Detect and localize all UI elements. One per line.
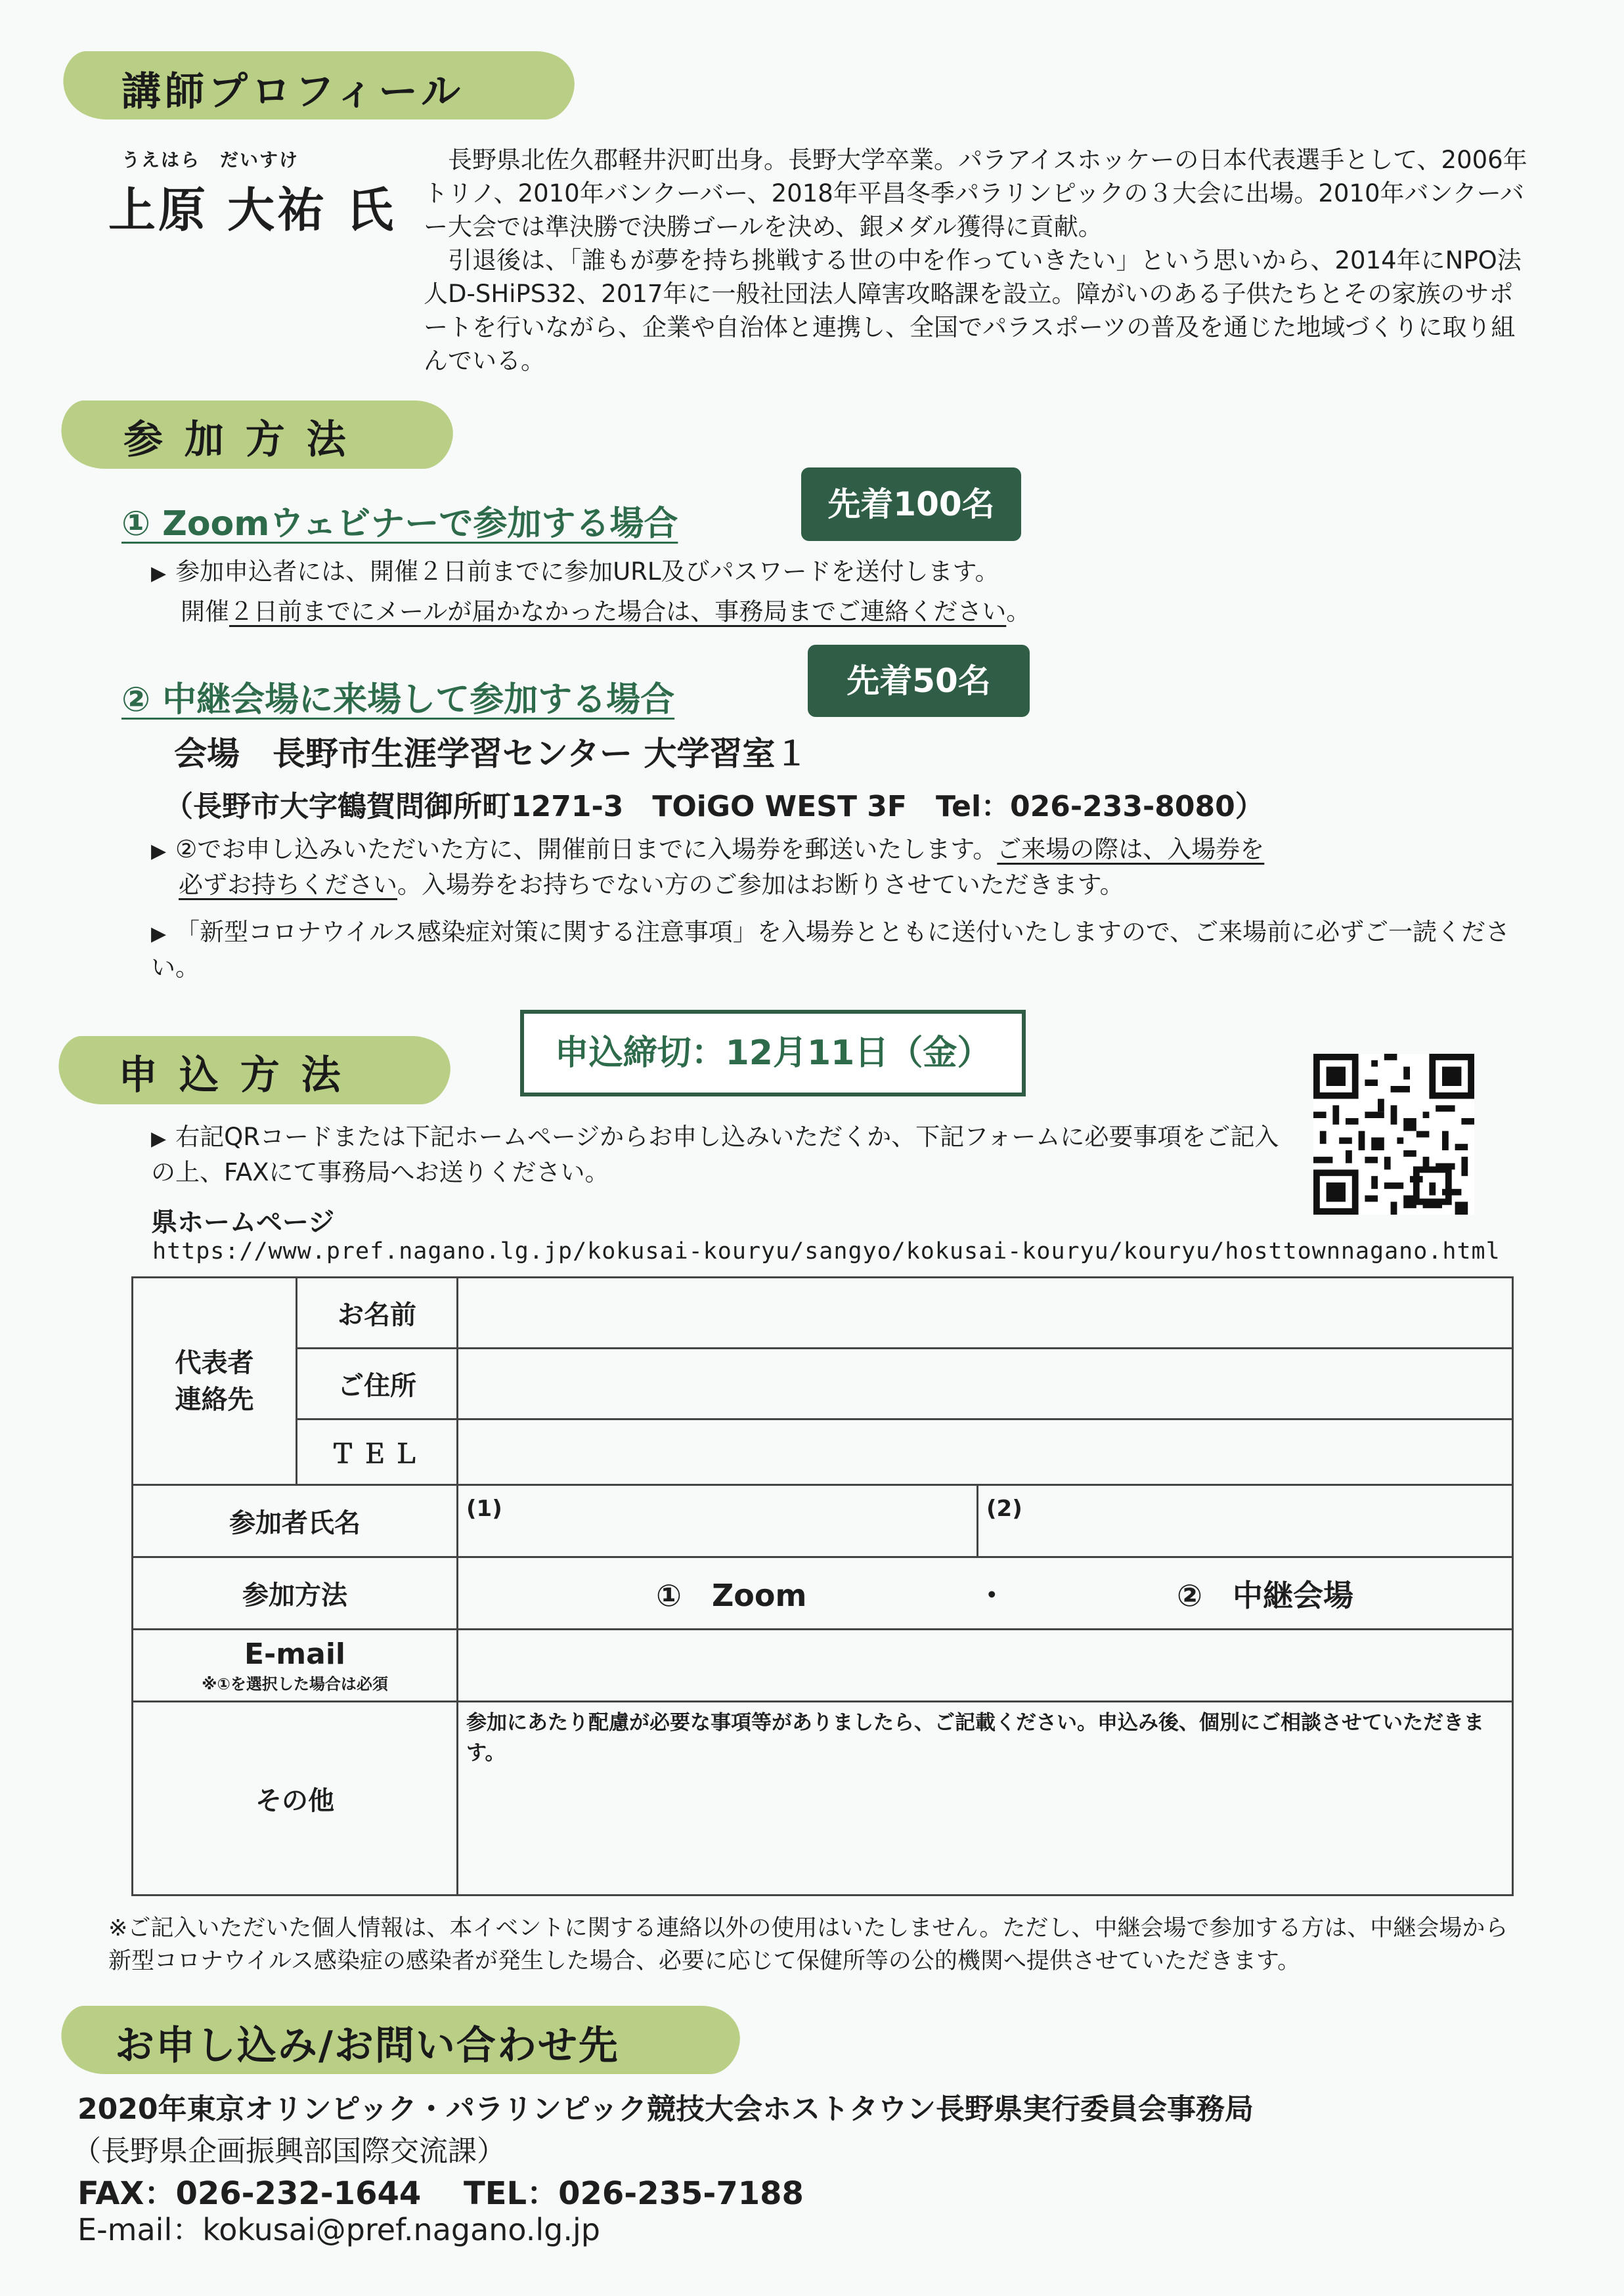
rep-contact-label: 代表者 連絡先: [133, 1278, 297, 1485]
address-label: ご住所: [297, 1349, 458, 1419]
email-note: ※①を選択した場合は必須: [202, 1674, 388, 1693]
contact-fax-tel: FAX：026-232-1644 TEL：026-235-7188: [77, 2175, 804, 2212]
name-label: お名前: [297, 1278, 458, 1349]
method-option-venue[interactable]: ② 中継会場: [1177, 1577, 1353, 1613]
option1-line2: [181, 595, 1560, 628]
email-field[interactable]: [458, 1630, 1513, 1702]
option2-b1-a: ②でお申し込みいただいた方に、開催前日までに入場券を郵送いたします。: [175, 835, 998, 863]
option1-line2-post: 。: [1006, 597, 1031, 626]
method-label: 参加方法: [133, 1557, 458, 1630]
speaker-name: 上原 大祐 氏: [108, 183, 397, 238]
address-field[interactable]: [458, 1349, 1513, 1419]
venue-address: （長野市大字鶴賀問御所町1271-3 TOiGO WEST 3F Tel：026-233-8080）: [164, 790, 1264, 823]
option2-b1-ul1: ご来場の際は、入場券を: [997, 835, 1265, 863]
participation-heading: 参 加 方 法: [123, 417, 350, 463]
application-instructions-text: 右記QRコードまたは下記ホームページからお申し込みいただくか、下記フォームに必要事項をご記入の上、FAXにて事務局へお送りください。: [151, 1123, 1279, 1186]
contact-org: 2020年東京オリンピック・パラリンピック競技大会ホストタウン長野県実行委員会事務局: [77, 2092, 1254, 2126]
option1-line1: [151, 555, 1530, 590]
option2-badge: 先着50名: [808, 645, 1030, 717]
option2-bullet2: [151, 915, 1510, 984]
contact-dept: （長野県企画振興部国際交流課）: [72, 2134, 506, 2168]
participant-name-label: 参加者氏名: [133, 1485, 458, 1557]
contact-heading: お申し込み/お問い合わせ先: [115, 2023, 619, 2069]
participant-2-field[interactable]: [978, 1485, 1513, 1557]
profile-bio-p1: 長野県北佐久郡軽井沢町出身。長野大学卒業。パラアイスホッケーの日本代表選手として、2006年トリノ、2010年バンクーバー、2018年平昌冬季パラリンピックの３大会に出場。2010年バンクーバー大会では準決勝で決勝ゴールを決め、銀メダル獲得に貢献。: [424, 146, 1527, 241]
option1-badge: 先着100名: [801, 467, 1021, 541]
application-instructions: [151, 1120, 1287, 1189]
bullet-icon: ▶: [151, 562, 167, 585]
option1-title: ① Zoomウェビナーで参加する場合: [121, 504, 678, 544]
participant-1-field[interactable]: [458, 1485, 978, 1557]
other-note: 参加にあたり配慮が必要な事項等がありましたら、ご記載ください。申込み後、個別にご相談させていただきます。: [466, 1711, 1484, 1765]
option2-b1-b: 。入場券をお持ちでない方のご参加はお断りさせていただきます。: [397, 871, 1124, 899]
method-field: [458, 1557, 1513, 1630]
participant-2-slot: (2): [986, 1496, 1022, 1522]
deadline-box: [520, 1010, 1026, 1096]
profile-bio: [424, 143, 1533, 378]
qr-code-icon[interactable]: [1313, 1054, 1474, 1215]
option2-title: ② 中継会場に来場して参加する場合: [121, 680, 675, 720]
deadline-text: 申込締切：12月11日（金）: [554, 1033, 992, 1073]
option2-b1-ul2: 必ずお持ちください: [179, 871, 397, 899]
application-form: [131, 1276, 1514, 1896]
other-field[interactable]: [458, 1702, 1513, 1895]
participant-1-slot: (1): [466, 1496, 502, 1522]
other-label: その他: [133, 1702, 458, 1895]
privacy-note: ※ご記入いただいた個人情報は、本イベントに関する連絡以外の使用はいたしません。ただし、中継会場で参加する方は、中継会場から新型コロナウイルス感染症の感染者が発生した場合、必要に応じて保健所等の公的機関へ提供させていただきます。: [108, 1915, 1508, 1974]
option1-line2-underlined: ２日前までにメールが届かなかった場合は、事務局までご連絡ください: [229, 597, 1007, 626]
name-ruby: うえはら だいすけ: [121, 149, 299, 171]
tel-label: ＴＥＬ: [297, 1419, 458, 1485]
bullet-icon: ▶: [151, 840, 167, 863]
profile-heading: 講師プロフィール: [121, 69, 464, 115]
option2-bullet1: [151, 833, 1510, 901]
option1-line2-pre: 開催: [181, 597, 229, 626]
application-heading: 申 込 方 法: [118, 1052, 345, 1098]
bullet-icon: ▶: [151, 922, 167, 945]
name-field[interactable]: [458, 1278, 1513, 1349]
option2-b2-text: 「新型コロナウイルス感染症対策に関する注意事項」を入場券とともに送付いたしますので、ご来場前に必ずご一読ください。: [151, 918, 1510, 982]
bullet-icon: ▶: [151, 1127, 167, 1150]
homepage-url[interactable]: https://www.pref.nagano.lg.jp/kokusai-kouryu/sangyo/kokusai-kouryu/kouryu/hosttownnagano.html: [152, 1238, 1501, 1265]
email-label: E-mail: [244, 1637, 346, 1671]
venue-line: 会場 長野市生涯学習センター 大学習室１: [174, 735, 808, 773]
tel-field[interactable]: [458, 1419, 1513, 1485]
method-separator: ・: [977, 1577, 1007, 1613]
email-label-cell: [133, 1630, 458, 1702]
homepage-label: 県ホームページ: [151, 1207, 335, 1238]
profile-bio-p2: 引退後は、「誰もが夢を持ち挑戦する世の中を作っていきたい」という思いから、2014年にNPO法人D-SHiPS32、2017年に一般社団法人障害攻略課を設立。障がいのある子供たちとその家族のサポートを行いながら、企業や自治体と連携し、全国でパラスポーツの普及を通じた地域づくりに取り組んでいる。: [424, 246, 1522, 375]
option1-line1-text: 参加申込者には、開催２日前までに参加URL及びパスワードを送付します。: [175, 557, 999, 586]
method-option-zoom[interactable]: ① Zoom: [656, 1577, 807, 1613]
contact-email[interactable]: E-mail：kokusai@pref.nagano.lg.jp: [77, 2212, 600, 2247]
